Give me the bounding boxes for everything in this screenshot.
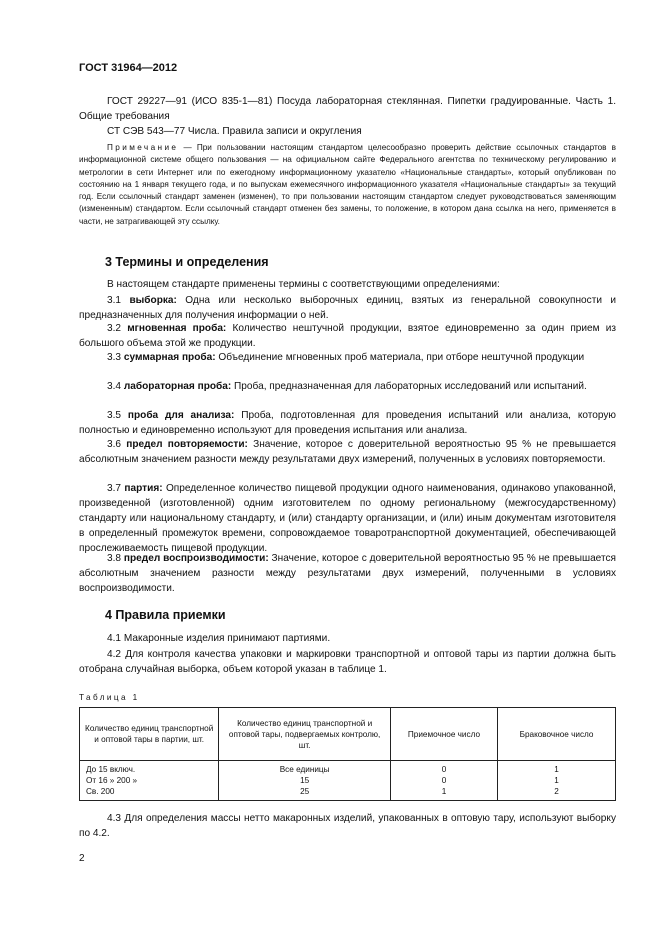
table-cell: 2 [498,786,616,801]
term-number: 3.7 [107,483,122,494]
table-row [80,786,616,801]
term-3-7 [79,481,616,556]
term-number: 3.1 [107,295,122,306]
term-name: выборка: [129,295,177,306]
clause-4-1: 4.1 Макаронные изделия принимают партиями. [107,633,331,644]
table-header-cell: Количество единиц транспортной и оптовой тары, подвергаемых контролю, шт. [219,708,391,761]
section-3-heading: 3 Термины и определения [105,255,269,269]
page-number: 2 [79,853,85,864]
table-header-row [80,708,616,761]
table-cell: Св. 200 [80,786,219,801]
term-number: 3.6 [107,439,122,450]
term-number: 3.8 [107,553,122,564]
clause-4-2: 4.2 Для контроля качества упаковки и маркировки транспортной и оптовой тары из партии должна быть отобрана случайная выборка, объем которой указан в таблице 1. [79,649,616,675]
term-3-2 [79,321,616,351]
note-paragraph [79,142,616,228]
table-cell: 0 [390,775,497,786]
table-caption: Таблица 1 [79,693,140,702]
term-number: 3.2 [107,323,122,334]
term-definition: Значение, которое с доверительной вероятностью 95 % не превышается абсолютным значением разности между результатами двух измерений, полученных в условиях повторяемости. [79,439,616,465]
term-definition: Определенное количество пищевой продукции одного наименования, одинаково упакованной, произведенной (изготовленной) одним изготовителем по одному региональному (межгосударственному) стандарту или национальному стандарту, и (или) стандарту организации, и (или) иным документам изготовителя в определенный промежуток времени, сопровождаемое товаротранспортной документацией, обеспечивающей прослеживаемость пищевой продукции. [79,483,616,554]
reference-gost-29227: ГОСТ 29227—91 (ИСО 835-1—81) Посуда лабораторная стеклянная. Пипетки градуированные. Часть 1. Общие требования [79,96,616,122]
table-header-cell: Количество единиц транспортной и оптовой тары в партии, шт. [80,708,219,761]
note-text: — При пользовании настоящим стандартом целесообразно проверить действие ссылочных стандартов в информационной системе общего пользования — на официальном сайте Федерального агентства по техническому регулированию и метрологии в сети Интернет или по ежегодному информационному указателю «Национальные стандарты», который опубликован по состоянию на 1 января текущего года, и по выпускам ежемесячного информационного указателя «Национальные стандарты» за текущий год. Если ссылочный стандарт заменен (изменен), то при пользовании настоящим стандартом следует руководствоваться заменяющим (измененным) стандартом. Если ссылочный стандарт отменен без замены, то положение, в котором дана ссылка на него, применяется в части, не затрагивающей эту ссылку. [79,143,616,226]
table-cell: 15 [219,775,391,786]
section-3-intro: В настоящем стандарте применены термины с соответствующими определениями: [107,279,500,290]
term-3-6 [79,437,616,467]
clause-4-3: 4.3 Для определения массы нетто макаронных изделий, упакованных в оптовую тару, используют выборку по 4.2. [79,813,616,839]
table-header-cell: Браковочное число [498,708,616,761]
note-label: Примечание [107,143,179,152]
table-cell: 1 [390,786,497,801]
term-3-5 [79,408,616,438]
term-number: 3.4 [107,381,122,392]
term-definition: Значение, которое с доверительной вероятностью 95 % не превышается абсолютным значением разности между результатами двух измерений, полученными в условиях воспроизводимости. [79,553,616,594]
section-4-heading: 4 Правила приемки [105,608,226,622]
term-definition: Проба, предназначенная для лабораторных исследований или испытаний. [231,381,587,392]
table-header-cell: Приемочное число [390,708,497,761]
table-cell: Все единицы [219,761,391,776]
reference-st-sev-543: СТ СЭВ 543—77 Числа. Правила записи и округления [107,126,362,137]
table-cell: До 15 включ. [80,761,219,776]
term-number: 3.3 [107,352,122,363]
term-definition: Объединение мгновенных проб материала, при отборе нештучной продукции [215,352,585,363]
table-cell: 1 [498,761,616,776]
term-name: лабораторная проба: [123,381,232,392]
table-row [80,761,616,776]
term-name: суммарная проба: [123,352,216,363]
term-3-8 [79,551,616,596]
term-name: предел повторяемости: [126,439,248,450]
running-header: ГОСТ 31964—2012 [79,62,178,74]
term-definition: Количество нештучной продукции, взятое единовременно за один прием из большого объема этой же продукции. [79,323,617,349]
table-row [80,775,616,786]
term-3-1 [79,293,616,323]
term-3-4 [79,379,616,394]
table-cell: 0 [390,761,497,776]
term-3-3 [79,350,616,365]
table-cell: 25 [219,786,391,801]
term-definition: Проба, подготовленная для проведения испытаний или анализа, которую полностью и единовременно используют для проведения испытания или анализа. [79,410,616,436]
term-name: проба для анализа: [127,410,235,421]
term-name: мгновенная проба: [127,323,227,334]
term-number: 3.5 [107,410,122,421]
term-definition: Одна или несколько выборочных единиц, взятых из генеральной совокупности и предназначенных для получения информации о ней. [79,295,617,321]
term-name: предел воспроизводимости: [123,553,269,564]
table-cell: От 16 » 200 » [80,775,219,786]
table-cell: 1 [498,775,616,786]
term-name: партия: [124,483,163,494]
sampling-table [79,707,616,801]
